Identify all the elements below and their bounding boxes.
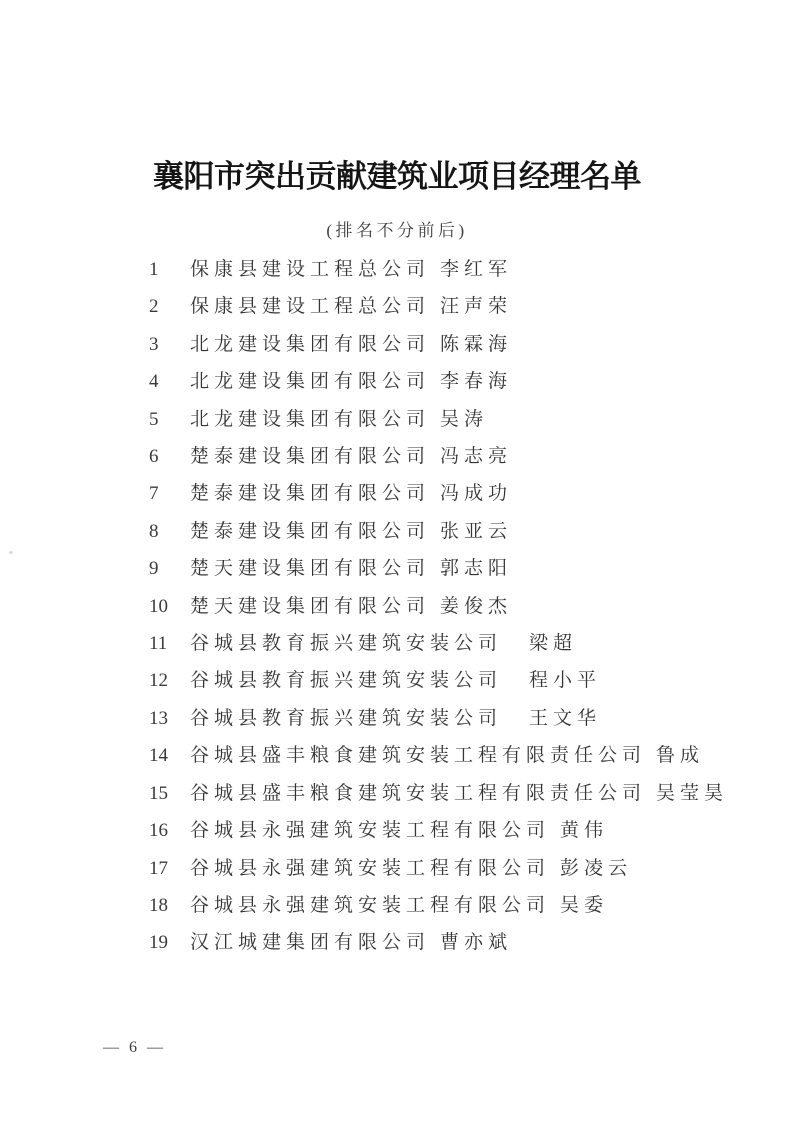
list-item [149,588,709,625]
person-name: 吴莹昊 [656,782,729,804]
item-number: 16 [149,820,168,842]
list-item [149,288,709,325]
list-item [149,475,709,512]
company-name: 楚天建设集团有限公司 [190,595,431,617]
company-name: 谷城县永强建筑安装工程有限公司 [190,820,551,842]
company-name: 谷城县教育振兴建筑安装公司 [190,707,503,729]
item-number: 4 [149,371,159,393]
person-name: 曹亦斌 [440,932,513,954]
item-number: 19 [149,932,168,954]
person-name: 吴委 [560,894,609,916]
person-name: 冯成功 [440,483,513,505]
company-name: 楚天建设集团有限公司 [190,558,431,580]
list-item [149,513,709,550]
list-item [149,775,729,812]
item-number: 11 [149,633,168,655]
company-name: 楚泰建设集团有限公司 [190,520,431,542]
person-name: 李春海 [440,371,513,393]
company-name: 北龙建设集团有限公司 [190,408,431,430]
company-name: 谷城县盛丰粮食建筑安装工程有限责任公司 [190,745,647,767]
company-name: 谷城县永强建筑安装工程有限公司 [190,894,551,916]
person-name: 黄伟 [560,820,609,842]
person-name: 姜俊杰 [440,595,513,617]
list-item [149,251,709,288]
page-number: — 6 — [103,1039,166,1056]
company-name: 谷城县教育振兴建筑安装公司 [190,670,503,692]
list-item [149,625,709,662]
person-name: 冯志亮 [440,446,513,468]
item-number: 9 [149,558,159,580]
company-name: 汉江城建集团有限公司 [190,932,431,954]
company-name: 楚泰建设集团有限公司 [190,446,431,468]
person-name: 郭志阳 [440,558,513,580]
company-name: 楚泰建设集团有限公司 [190,483,431,505]
item-number: 1 [149,259,159,280]
company-name: 北龙建设集团有限公司 [190,333,431,355]
person-name: 张亚云 [440,520,513,542]
list-item [149,326,709,363]
person-name: 彭凌云 [560,857,633,879]
item-number: 10 [149,595,168,617]
list-item [149,924,709,961]
item-number: 5 [149,408,159,430]
person-name: 李红军 [440,259,513,280]
company-name: 谷城县盛丰粮食建筑安装工程有限责任公司 [190,782,647,804]
person-name: 陈霖海 [440,333,513,355]
company-name: 北龙建设集团有限公司 [190,371,431,393]
item-number: 13 [149,707,168,729]
person-name: 汪声荣 [440,296,513,318]
list-item [149,887,709,924]
item-number: 7 [149,483,159,505]
item-number: 14 [149,745,168,767]
item-number: 12 [149,670,168,692]
company-name: 保康县建设工程总公司 [190,296,431,318]
document-subtitle: (排名不分前后) [326,221,468,240]
company-name: 谷城县永强建筑安装工程有限公司 [190,857,551,879]
person-name: 吴涛 [440,408,489,430]
item-number: 2 [149,296,159,318]
item-number: 8 [149,520,159,542]
person-name: 程小平 [529,670,602,692]
list-item [149,363,709,400]
list-item [149,438,709,475]
list-item [149,737,709,774]
company-name: 保康县建设工程总公司 [190,259,431,280]
item-number: 3 [149,333,159,355]
person-name: 鲁成 [656,745,705,767]
item-number: 18 [149,894,168,916]
list-item [149,662,709,699]
item-number: 17 [149,857,168,879]
person-name: 王文华 [529,707,602,729]
list-item [149,550,709,587]
list-item [149,401,709,438]
manager-list [149,251,729,962]
company-name: 谷城县教育振兴建筑安装公司 [190,633,503,655]
page-title: 襄阳市突出贡献建筑业项目经理名单 [153,159,641,194]
scan-speck [9,551,13,554]
person-name: 梁超 [529,633,578,655]
item-number: 15 [149,782,168,804]
item-number: 6 [149,446,159,468]
list-item [149,812,709,849]
list-item [149,850,709,887]
list-item [149,700,709,737]
